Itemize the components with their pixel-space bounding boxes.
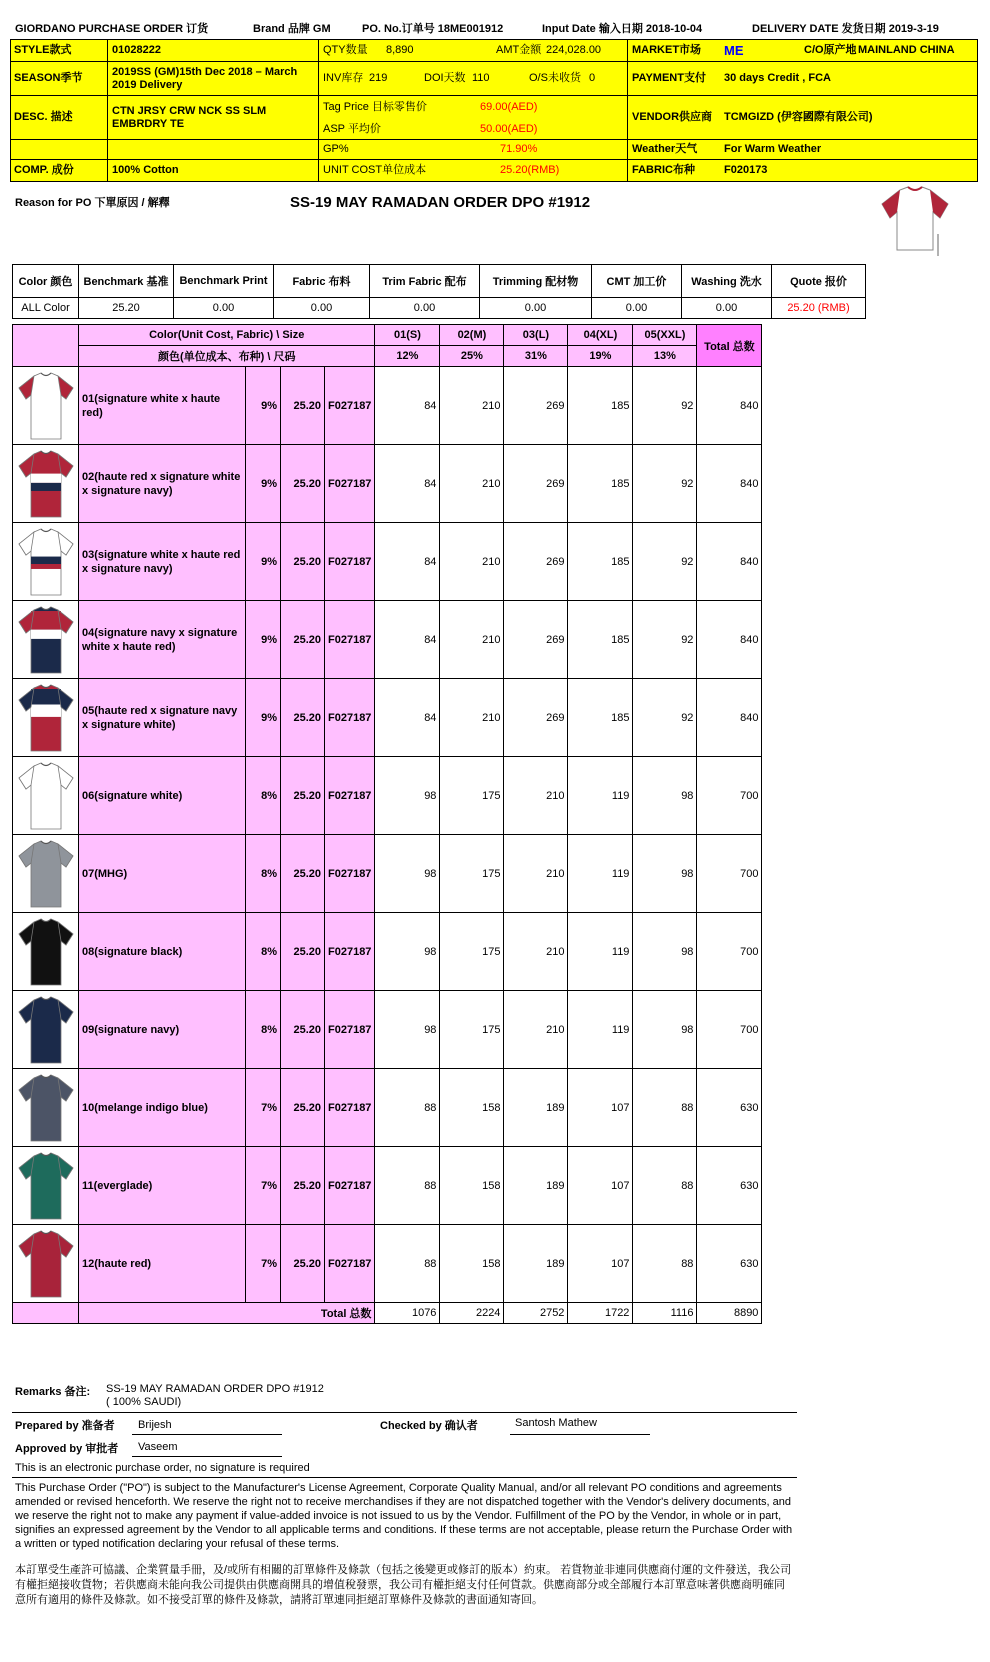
size-qty: 119 — [568, 991, 633, 1069]
season-label: SEASON季节 — [14, 72, 83, 84]
grand-total: 8890 — [697, 1303, 762, 1324]
cost-cell: ALL Color — [13, 298, 79, 319]
size-qty: 185 — [568, 367, 633, 445]
size-qty: 210 — [440, 601, 504, 679]
size-qty: 189 — [504, 1225, 568, 1303]
size-ratio: 31% — [504, 346, 568, 367]
size-qty: 269 — [504, 679, 568, 757]
row-total: 840 — [697, 367, 762, 445]
size-qty: 107 — [568, 1225, 633, 1303]
size-qty: 98 — [375, 835, 440, 913]
fabric-value: F020173 — [724, 164, 768, 176]
color-cost: 25.20 — [281, 523, 325, 601]
color-pct: 9% — [246, 679, 281, 757]
color-fabric: F027187 — [325, 1069, 375, 1147]
comp-value: 100% Cotton — [112, 164, 179, 176]
totals-spacer — [13, 1303, 79, 1324]
color-name: 11(everglade) — [79, 1147, 246, 1225]
size-qty: 158 — [440, 1069, 504, 1147]
cost-table — [12, 264, 866, 319]
color-row — [13, 1069, 762, 1147]
size-qty: 175 — [440, 991, 504, 1069]
approved-value: Vaseem — [138, 1441, 178, 1453]
color-pct: 8% — [246, 835, 281, 913]
tag-value: 69.00(AED) — [480, 100, 538, 113]
shirt-image-cell — [13, 757, 79, 835]
color-fabric: F027187 — [325, 757, 375, 835]
color-fabric: F027187 — [325, 523, 375, 601]
color-pct: 8% — [246, 991, 281, 1069]
size-qty: 98 — [633, 913, 697, 991]
row-total: 840 — [697, 445, 762, 523]
color-pct: 9% — [246, 523, 281, 601]
size-qty: 185 — [568, 523, 633, 601]
size-qty: 107 — [568, 1069, 633, 1147]
shirt-icon — [17, 1151, 75, 1221]
color-name: 07(MHG) — [79, 835, 246, 913]
legal-text-cn: 本訂單受生產許可協議、企業質量手冊，及/或所有相關的訂單條件及條款（包括之後變更或修訂的版本）約束。 若貨物並非連同供應商付運的文件發送，我公司有權拒絕接收貨物；若供應商未能向我公司提供由供應商開具的增值稅發票，我公司有權拒絕支付任何貨款。供應商部分或全部履行本訂單意味著供應商明確同意所有適用的條件及條款。如不接受訂單的條件及條款，請將訂單連同拒絕訂單條件及條款的書面通知寄回。 — [15, 1564, 792, 1606]
shirt-icon — [17, 917, 75, 987]
color-name: 06(signature white) — [79, 757, 246, 835]
remarks-label: Remarks 备注: — [15, 1386, 91, 1398]
info-row-season — [10, 61, 978, 96]
color-cost: 25.20 — [281, 1069, 325, 1147]
shirt-image-cell — [13, 523, 79, 601]
size-qty: 98 — [633, 835, 697, 913]
size-qty: 84 — [375, 601, 440, 679]
desc-label: DESC. 描述 — [14, 111, 73, 123]
size-qty: 210 — [504, 757, 568, 835]
size-qty: 84 — [375, 445, 440, 523]
amt-label: AMT金额 — [496, 44, 542, 56]
unit-cost-value: 25.20(RMB) — [500, 164, 560, 176]
color-name: 09(signature navy) — [79, 991, 246, 1069]
market-value: ME — [724, 43, 744, 58]
color-row — [13, 601, 762, 679]
input-date: Input Date 输入日期 2018-10-04 — [542, 23, 703, 35]
size-qty: 98 — [375, 991, 440, 1069]
size-qty: 210 — [504, 913, 568, 991]
payment-label: PAYMENT支付 — [632, 72, 706, 84]
color-fabric: F027187 — [325, 679, 375, 757]
co-label: C/O原产地 — [804, 44, 857, 56]
size-qty: 92 — [633, 367, 697, 445]
color-fabric: F027187 — [325, 1147, 375, 1225]
row-total: 840 — [697, 523, 762, 601]
shirt-image-cell — [13, 913, 79, 991]
shirt-icon — [17, 605, 75, 675]
row-total: 840 — [697, 679, 762, 757]
info-row-desc — [10, 95, 978, 140]
color-row — [13, 523, 762, 601]
size-qty: 189 — [504, 1069, 568, 1147]
size-qty: 269 — [504, 601, 568, 679]
cost-header: Color 颜色 — [13, 265, 79, 298]
color-fabric: F027187 — [325, 601, 375, 679]
row-total: 630 — [697, 1225, 762, 1303]
size-qty: 185 — [568, 445, 633, 523]
grid-header-en: Color(Unit Cost, Fabric) \ Size — [79, 325, 375, 346]
color-pct: 7% — [246, 1069, 281, 1147]
shirt-icon — [17, 683, 75, 753]
size-qty: 158 — [440, 1225, 504, 1303]
size-qty: 175 — [440, 835, 504, 913]
row-total: 700 — [697, 757, 762, 835]
info-row-gp — [10, 139, 978, 160]
size-qty: 98 — [375, 757, 440, 835]
grid-corner — [13, 325, 79, 367]
row-total: 840 — [697, 601, 762, 679]
size-header: 02(M) — [440, 325, 504, 346]
page-title: SS-19 MAY RAMADAN ORDER DPO #1912 — [290, 194, 591, 211]
payment-value: 30 days Credit , FCA — [724, 72, 831, 84]
size-qty: 185 — [568, 601, 633, 679]
size-qty: 210 — [440, 367, 504, 445]
shirt-image-cell — [13, 1069, 79, 1147]
size-qty: 88 — [375, 1225, 440, 1303]
delivery-date: DELIVERY DATE 发货日期 2019-3-19 — [752, 23, 939, 35]
size-qty: 119 — [568, 757, 633, 835]
cost-header: Trimming 配材物 — [480, 265, 592, 298]
shirt-icon — [17, 527, 75, 597]
row-total: 700 — [697, 835, 762, 913]
color-fabric: F027187 — [325, 367, 375, 445]
size-qty: 88 — [633, 1225, 697, 1303]
color-name: 01(signature white x haute red) — [79, 367, 246, 445]
style-value: 01028222 — [112, 44, 161, 56]
totals-label: Total 总数 — [79, 1303, 375, 1324]
style-label: STYLE款式 — [14, 44, 72, 56]
size-qty: 84 — [375, 367, 440, 445]
color-pct: 8% — [246, 757, 281, 835]
color-row — [13, 757, 762, 835]
color-fabric: F027187 — [325, 835, 375, 913]
color-row — [13, 913, 762, 991]
color-name: 02(haute red x signature white x signature navy) — [79, 445, 246, 523]
size-qty: 84 — [375, 523, 440, 601]
size-ratio: 25% — [440, 346, 504, 367]
color-name: 10(melange indigo blue) — [79, 1069, 246, 1147]
shirt-image-cell — [13, 679, 79, 757]
cost-header: Fabric 布料 — [274, 265, 370, 298]
size-qty: 98 — [633, 991, 697, 1069]
checked-label: Checked by 确认者 — [380, 1420, 478, 1432]
cost-header: Quote 报价 — [772, 265, 866, 298]
size-qty: 92 — [633, 445, 697, 523]
shirt-icon — [17, 1229, 75, 1299]
size-ratio: 12% — [375, 346, 440, 367]
po-number: PO. No.订单号 18ME001912 — [362, 23, 504, 35]
shirt-image-cell — [13, 367, 79, 445]
size-qty: 189 — [504, 1147, 568, 1225]
size-ratio: 19% — [568, 346, 633, 367]
shirt-image-cell — [13, 445, 79, 523]
size-qty: 210 — [504, 991, 568, 1069]
size-qty: 98 — [375, 913, 440, 991]
shirt-image-cell — [13, 1147, 79, 1225]
shirt-icon — [17, 1073, 75, 1143]
size-total: 2752 — [504, 1303, 568, 1324]
color-cost: 25.20 — [281, 1147, 325, 1225]
size-qty: 269 — [504, 523, 568, 601]
cost-cell: 0.00 — [174, 298, 274, 319]
shirt-icon — [17, 371, 75, 441]
color-pct: 7% — [246, 1225, 281, 1303]
remarks-line-2: ( 100% SAUDI) — [106, 1396, 182, 1408]
size-qty: 107 — [568, 1147, 633, 1225]
color-cost: 25.20 — [281, 679, 325, 757]
color-cost: 25.20 — [281, 601, 325, 679]
color-pct: 8% — [246, 913, 281, 991]
size-qty: 175 — [440, 757, 504, 835]
size-total: 1116 — [633, 1303, 697, 1324]
color-row — [13, 835, 762, 913]
cost-cell-quote: 25.20 (RMB) — [772, 298, 866, 319]
qty-label: QTY数量 — [323, 44, 368, 56]
qty-value: 8,890 — [386, 44, 414, 56]
prepared-label: Prepared by 准备者 — [15, 1420, 115, 1432]
weather-value: For Warm Weather — [724, 143, 822, 155]
asp-value: 50.00(AED) — [480, 122, 538, 135]
info-row-style — [10, 39, 978, 62]
shirt-icon — [17, 449, 75, 519]
total-header: Total 总数 — [697, 325, 762, 367]
color-row — [13, 1225, 762, 1303]
color-cost: 25.20 — [281, 835, 325, 913]
color-row — [13, 445, 762, 523]
unit-cost-label: UNIT COST单位成本 — [323, 164, 427, 176]
checked-value: Santosh Mathew — [515, 1417, 597, 1429]
fabric-label: FABRIC布种 — [632, 164, 695, 176]
size-qty: 269 — [504, 445, 568, 523]
size-header: 04(XL) — [568, 325, 633, 346]
color-name: 08(signature black) — [79, 913, 246, 991]
color-pct: 9% — [246, 601, 281, 679]
color-row — [13, 1147, 762, 1225]
size-qty: 210 — [504, 835, 568, 913]
season-value: 2019SS (GM)15th Dec 2018 – March 2019 Delivery — [112, 65, 298, 91]
color-fabric: F027187 — [325, 991, 375, 1069]
row-total: 700 — [697, 913, 762, 991]
row-total: 630 — [697, 1147, 762, 1225]
size-qty: 88 — [633, 1069, 697, 1147]
size-qty: 210 — [440, 445, 504, 523]
size-header: 05(XXL) — [633, 325, 697, 346]
tag-label: Tag Price 目标零售价 — [323, 100, 427, 113]
gp-label: GP% — [323, 143, 349, 155]
color-fabric: F027187 — [325, 445, 375, 523]
size-qty: 175 — [440, 913, 504, 991]
size-qty: 92 — [633, 523, 697, 601]
color-cost: 25.20 — [281, 757, 325, 835]
product-thumbnail — [878, 184, 952, 256]
color-cost: 25.20 — [281, 991, 325, 1069]
reason-label: Reason for PO 下單原因 / 解釋 — [15, 197, 170, 209]
os-label: O/S未收货 — [529, 72, 581, 84]
size-total: 1076 — [375, 1303, 440, 1324]
size-qty: 98 — [633, 757, 697, 835]
legal-text-en: This Purchase Order ("PO") is subject to the Manufacturer's License Agreement, Corporate Quality Manual, and/or all relevant PO conditions and agreements amended or revised henceforth. We reserve the right not to receive merchandises if they are not dispatched together with the Vendor's delivery documents, and we reserve the right not to make any payment if value-added invoice is not issued to us by the Vendor. Fulfillment of the PO by the Vendor, in whole or in part, signifies an expressed agreement by the Vendor to all applicable terms and conditions. If these terms are not acceptable, please return the Purchase Order with a written or typed notification declaring your refusal of these terms. — [15, 1482, 793, 1550]
shirt-icon — [17, 839, 75, 909]
size-qty: 210 — [440, 679, 504, 757]
color-pct: 9% — [246, 367, 281, 445]
color-name: 05(haute red x signature navy x signature white) — [79, 679, 246, 757]
cost-header: Trim Fabric 配布 — [370, 265, 480, 298]
desc-value: CTN JRSY CRW NCK SS SLM EMBRDRY TE — [112, 104, 267, 130]
color-pct: 7% — [246, 1147, 281, 1225]
approved-label: Approved by 审批者 — [15, 1443, 119, 1455]
color-name: 03(signature white x haute red x signature navy) — [79, 523, 246, 601]
size-qty: 185 — [568, 679, 633, 757]
size-qty: 88 — [375, 1069, 440, 1147]
company-title: GIORDANO PURCHASE ORDER 订货 — [15, 23, 209, 35]
prepared-value: Brijesh — [138, 1419, 172, 1431]
doi-value: 110 — [472, 72, 490, 84]
grid-header-cn: 颜色(单位成本、布种) \ 尺码 — [79, 346, 375, 367]
color-pct: 9% — [246, 445, 281, 523]
shirt-icon — [17, 995, 75, 1065]
size-total: 2224 — [440, 1303, 504, 1324]
shirt-image-cell — [13, 1225, 79, 1303]
color-cost: 25.20 — [281, 445, 325, 523]
color-cost: 25.20 — [281, 1225, 325, 1303]
size-qty: 269 — [504, 367, 568, 445]
size-total: 1722 — [568, 1303, 633, 1324]
market-label: MARKET市场 — [632, 44, 702, 56]
color-cost: 25.20 — [281, 913, 325, 991]
cost-header: Benchmark 基准 — [79, 265, 174, 298]
color-fabric: F027187 — [325, 913, 375, 991]
size-qty: 158 — [440, 1147, 504, 1225]
color-fabric: F027187 — [325, 1225, 375, 1303]
color-row — [13, 367, 762, 445]
inv-label: INV库存 — [323, 72, 364, 84]
vendor-value: TCMGIZD (伊容國際有限公司) — [724, 111, 873, 123]
os-value: 0 — [589, 72, 596, 84]
co-value: MAINLAND CHINA — [858, 44, 955, 56]
shirt-image-cell — [13, 601, 79, 679]
inv-value: 219 — [369, 72, 388, 84]
size-header: 03(L) — [504, 325, 568, 346]
color-name: 04(signature navy x signature white x haute red) — [79, 601, 246, 679]
shirt-icon — [17, 761, 75, 831]
cost-cell: 0.00 — [274, 298, 370, 319]
row-total: 700 — [697, 991, 762, 1069]
color-name: 12(haute red) — [79, 1225, 246, 1303]
size-qty: 88 — [375, 1147, 440, 1225]
size-qty: 92 — [633, 679, 697, 757]
comp-label: COMP. 成份 — [14, 164, 74, 176]
size-qty: 119 — [568, 835, 633, 913]
size-qty: 88 — [633, 1147, 697, 1225]
color-row — [13, 679, 762, 757]
asp-label: ASP 平均价 — [323, 122, 381, 135]
shirt-image-cell — [13, 991, 79, 1069]
vendor-label: VENDOR供应商 — [632, 111, 713, 123]
gp-value: 71.90% — [500, 143, 538, 155]
cost-cell: 0.00 — [480, 298, 592, 319]
cost-cell: 0.00 — [682, 298, 772, 319]
cost-cell: 25.20 — [79, 298, 174, 319]
size-ratio: 13% — [633, 346, 697, 367]
brand-field: Brand 品牌 GM — [253, 23, 331, 35]
cost-header: CMT 加工价 — [592, 265, 682, 298]
shirt-image-cell — [13, 835, 79, 913]
size-qty: 84 — [375, 679, 440, 757]
doi-label: DOI天数 — [424, 72, 466, 84]
color-cost: 25.20 — [281, 367, 325, 445]
row-total: 630 — [697, 1069, 762, 1147]
size-header: 01(S) — [375, 325, 440, 346]
size-qty: 210 — [440, 523, 504, 601]
cost-cell: 0.00 — [592, 298, 682, 319]
weather-label: Weather天气 — [632, 143, 698, 155]
size-qty: 92 — [633, 601, 697, 679]
size-qty: 119 — [568, 913, 633, 991]
amt-value: 224,028.00 — [546, 44, 602, 56]
cost-header: Washing 洗水 — [682, 265, 772, 298]
cost-cell: 0.00 — [370, 298, 480, 319]
remarks-line-1: SS-19 MAY RAMADAN ORDER DPO #1912 — [106, 1383, 324, 1395]
electronic-note: This is an electronic purchase order, no signature is required — [15, 1462, 310, 1474]
info-row-comp — [10, 159, 978, 182]
size-grid — [12, 324, 762, 1324]
color-row — [13, 991, 762, 1069]
cost-header: Benchmark Print — [174, 265, 274, 298]
